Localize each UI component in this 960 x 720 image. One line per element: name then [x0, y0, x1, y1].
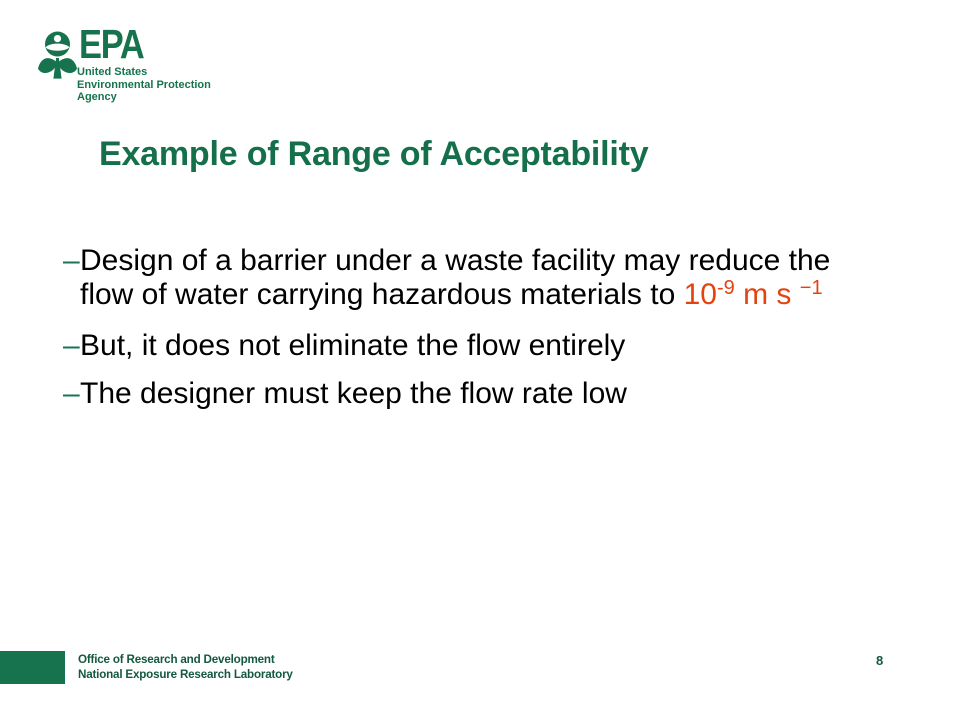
page-number: 8 — [876, 653, 884, 668]
bullet-text: The designer must keep the flow rate low — [80, 377, 627, 410]
formula-base: 10 — [683, 278, 717, 311]
dash-bullet: – — [63, 329, 80, 362]
footer-org-line2: National Exposure Research Laboratory — [78, 667, 293, 681]
bullet-item-keep-flow-low — [63, 377, 925, 411]
bullet-text — [80, 244, 925, 315]
footer-green-bar — [0, 651, 65, 684]
bullet-item-flow-reduction — [63, 244, 925, 315]
bullet-list — [63, 244, 925, 425]
epa-org-line: Environmental Protection — [77, 78, 211, 91]
epa-flower-icon — [37, 31, 78, 79]
bullet-text: But, it does not eliminate the flow entirely — [80, 329, 626, 362]
epa-org-line: Agency — [77, 91, 117, 103]
epa-org-name — [77, 66, 211, 104]
bullet-item-no-elimination — [63, 329, 925, 363]
bullet-line: Design of a barrier under a waste facility may reduce the — [80, 244, 831, 277]
footer-org-line1: Office of Research and Development — [78, 652, 275, 666]
formula-units: m s — [734, 278, 800, 311]
formula-exponent: −1 — [799, 277, 823, 299]
epa-acronym: EPA — [79, 21, 144, 67]
formula-exponent: -9 — [716, 277, 735, 299]
flow-rate-value — [684, 278, 823, 311]
bullet-line: flow of water carrying hazardous materials to — [80, 278, 684, 311]
footer-organization — [78, 652, 293, 682]
dash-bullet: – — [63, 377, 80, 410]
slide-title: Example of Range of Acceptability — [99, 135, 649, 173]
epa-logo — [0, 0, 260, 110]
epa-org-line: United States — [77, 66, 148, 78]
dash-bullet: – — [63, 244, 80, 277]
